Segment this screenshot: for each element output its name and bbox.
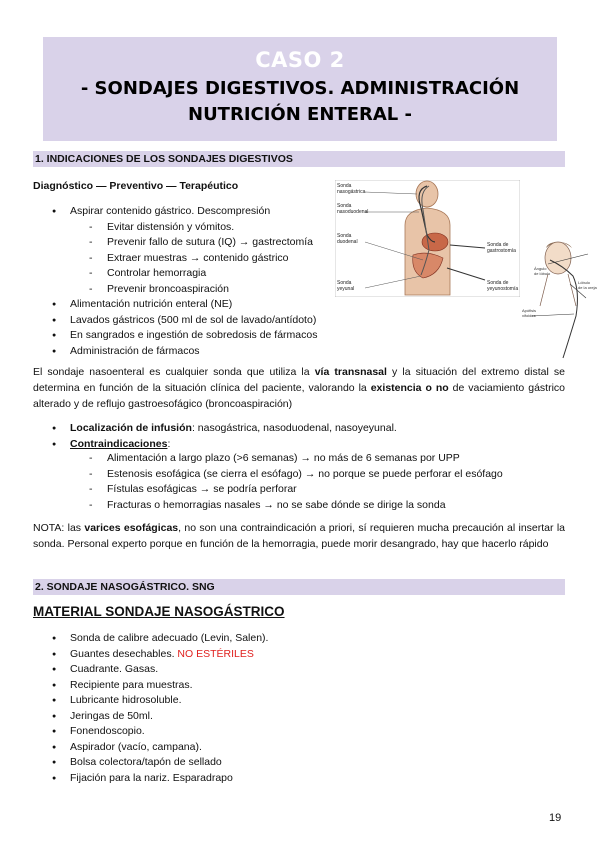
material-title: MATERIAL SONDAJE NASOGÁSTRICO bbox=[33, 604, 285, 619]
page-number: 19 bbox=[549, 812, 562, 824]
title-banner bbox=[43, 37, 557, 141]
list-item: ● Sonda de calibre adecuado (Levin, Salen). bbox=[70, 631, 268, 647]
list-item: - Estenosis esofágica (se cierra el esófago) → no porque se puede perforar el esófago bbox=[107, 467, 503, 483]
label-gastrostomia-2: gastrostomía bbox=[487, 248, 516, 254]
feeding-tubes-diagram bbox=[335, 180, 520, 297]
list-item: ● Localización de infusión: nasogástrica, nasoduodenal, nasoyeyunal. bbox=[70, 421, 397, 437]
nasoenteral-paragraph: El sondaje nasoenteral es cualquier sonda que utiliza la vía transnasal y la situación del extremo distal se determina en función de la situación clínica del paciente, valorando la existencia o no de vaciamiento gástrico alterado y de reflujo gastroesofágico (broncoaspiración) bbox=[33, 366, 565, 410]
list-item: - Prevenir broncoaspiración bbox=[107, 282, 317, 298]
list-item: - Controlar hemorragia bbox=[107, 266, 317, 282]
list-item: ● Alimentación nutrición enteral (NE) bbox=[70, 297, 317, 313]
list-item: ● Aspirador (vacío, campana). bbox=[70, 740, 268, 756]
indications-list bbox=[70, 204, 317, 359]
label-duodenal-1: Sonda bbox=[337, 233, 352, 239]
label-nasogastrica-2: nasogástrica bbox=[337, 189, 366, 195]
label-yeyunostomia-1: Sonda de bbox=[487, 280, 509, 286]
list-item: - Alimentación a largo plazo (>6 semanas) → no más de 6 semanas por UPP bbox=[107, 451, 503, 467]
section1-subheading: Diagnóstico — Preventivo — Terapéutico bbox=[33, 180, 239, 192]
label-angulo-1: Ángulo bbox=[534, 266, 547, 271]
label-gastrostomia-1: Sonda de bbox=[487, 242, 509, 248]
list-item: - Evitar distensión y vómitos. bbox=[107, 220, 317, 236]
localizacion-list bbox=[70, 421, 397, 452]
material-list bbox=[70, 631, 268, 786]
list-item: ● Guantes desechables. NO ESTÉRILES bbox=[70, 647, 268, 663]
no-esteriles-warning: NO ESTÉRILES bbox=[177, 647, 254, 660]
label-yeyunal-2: yeyunal bbox=[337, 286, 355, 292]
list-item: ● Cuadrante. Gasas. bbox=[70, 662, 268, 678]
label-yeyunostomia-2: yeyunostomía bbox=[487, 286, 519, 292]
list-item: ● Lavados gástricos (500 ml de sol de lavado/antídoto) bbox=[70, 313, 317, 329]
list-item: - Prevenir fallo de sutura (IQ) → gastrectomía bbox=[107, 235, 317, 251]
label-lobulo-1: Lóbulo bbox=[578, 280, 591, 285]
list-item: ● Lubricante hidrosoluble. bbox=[70, 693, 268, 709]
list-item: ● Fonendoscopio. bbox=[70, 724, 268, 740]
list-item: ● Fijación para la nariz. Esparadrapo bbox=[70, 771, 268, 787]
svg-text:Apófisisxifoides bbox=[522, 308, 536, 318]
note-paragraph: NOTA: las varices esofágicas, no son una contraindicación a priori, sí requieren mucha precaución al insertar la sonda. Personal experto porque en función de la hemorragia, puede morir desangrado, hay que hacerlo rápido bbox=[33, 522, 565, 550]
list-item: ● Jeringas de 50ml. bbox=[70, 709, 268, 725]
list-item: ● Aspirar contenido gástrico. Descompresión bbox=[70, 204, 317, 220]
list-item: ● Bolsa colectora/tapón de sellado bbox=[70, 755, 268, 771]
svg-text:Lóbulode la oreja bbox=[578, 280, 597, 290]
label-nasogastrica-1: Sonda bbox=[337, 183, 352, 189]
list-item: ● Contraindicaciones: bbox=[70, 437, 397, 453]
list-item: ● En sangrados e ingestión de sobredosis de fármacos bbox=[70, 328, 317, 344]
label-yeyunal-1: Sonda bbox=[337, 280, 352, 286]
list-item: - Fístulas esofágicas → se podría perforar bbox=[107, 482, 503, 498]
title-line-3: NUTRICIÓN ENTERAL - bbox=[188, 104, 412, 125]
tube-measurement-illustration bbox=[518, 236, 600, 361]
section2-heading: 2. SONDAJE NASOGÁSTRICO. SNG bbox=[33, 579, 565, 595]
label-lobulo-2: de la oreja bbox=[578, 285, 597, 290]
list-item: - Fracturas o hemorragias nasales → no se sabe dónde se dirige la sonda bbox=[107, 498, 503, 514]
label-apofisis-2: xifoides bbox=[522, 313, 536, 318]
label-angulo-2: de lóbulo bbox=[534, 271, 551, 276]
section1-heading: 1. INDICACIONES DE LOS SONDAJES DIGESTIVOS bbox=[33, 151, 565, 167]
case-title: CASO 2 bbox=[255, 48, 345, 72]
label-nasoduodenal-1: Sonda bbox=[337, 203, 352, 209]
list-item: - Extraer muestras → contenido gástrico bbox=[107, 251, 317, 267]
contraindications-list bbox=[107, 451, 503, 513]
list-item: ● Administración de fármacos bbox=[70, 344, 317, 360]
title-line-2: - SONDAJES DIGESTIVOS. ADMINISTRACIÓN bbox=[80, 78, 520, 99]
label-duodenal-2: duodenal bbox=[337, 239, 358, 245]
label-nasoduodenal-2: nasoduodenal bbox=[337, 209, 369, 215]
label-apofisis-1: Apófisis bbox=[522, 308, 537, 313]
list-item: ● Recipiente para muestras. bbox=[70, 678, 268, 694]
